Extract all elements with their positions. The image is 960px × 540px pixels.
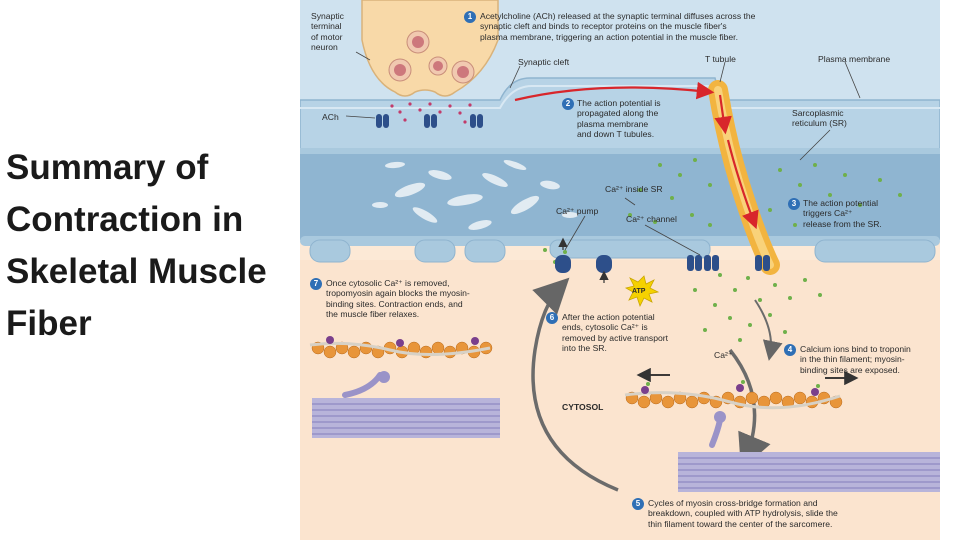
- step-1-badge: 1: [464, 11, 476, 23]
- thick-filament-active: [678, 452, 940, 492]
- label-sarcoplasmic-reticulum: Sarcoplasmic reticulum (SR): [792, 108, 847, 129]
- label-synaptic-cleft: Synaptic cleft: [518, 57, 570, 67]
- step-1-text: Acetylcholine (ACh) released at the synaptic terminal diffuses across the synaptic cleft and binds to receptor proteins on the muscle fiber's plasma membrane, triggering an action potential in the muscle fiber.: [480, 11, 756, 42]
- label-plasma-membrane: Plasma membrane: [818, 54, 891, 64]
- step-2-badge: 2: [562, 98, 574, 110]
- diagram-artwork: [300, 0, 940, 540]
- muscle-contraction-diagram: [300, 0, 940, 540]
- step-4-badge: 4: [784, 344, 796, 356]
- step-6-badge: 6: [546, 312, 558, 324]
- step-5-badge: 5: [632, 498, 644, 510]
- step-7-badge: 7: [310, 278, 322, 290]
- step-3-badge: 3: [788, 198, 800, 210]
- slide-title: Summary of Contraction in Skeletal Muscle Fiber: [6, 148, 267, 343]
- label-ca-inside-sr: Ca²⁺ inside SR: [605, 184, 663, 194]
- label-ca-cytosol: Ca²⁺: [714, 350, 733, 360]
- step-2-text: The action potential is propagated along the plasma membrane and down T tubules.: [577, 98, 661, 140]
- label-cytosol: CYTOSOL: [562, 402, 604, 412]
- label-ca-channel: Ca²⁺ channel: [626, 214, 677, 224]
- label-t-tubule: T tubule: [705, 54, 736, 64]
- step-5-text: Cycles of myosin cross-bridge formation and breakdown, coupled with ATP hydrolysis, slide the thin filament toward the center of the sarcomere.: [648, 498, 838, 529]
- label-ach: ACh: [322, 112, 339, 122]
- label-ca-pump: Ca²⁺ pump: [556, 206, 599, 216]
- step-7-text: Once cytosolic Ca²⁺ is removed, tropomyosin again blocks the myosin- binding sites. Contraction ends, and the muscle fiber relaxes.: [326, 278, 470, 320]
- step-3-text: The action potential triggers Ca²⁺ release from the SR.: [803, 198, 882, 229]
- label-synaptic-terminal: Synaptic terminal of motor neuron: [311, 11, 344, 53]
- step-4-text: Calcium ions bind to troponin in the thin filament; myosin- binding sites are exposed.: [800, 344, 911, 375]
- step-6-text: After the action potential ends, cytosolic Ca²⁺ is removed by active transport into the SR.: [562, 312, 669, 354]
- thick-filament-relaxed: [312, 398, 500, 438]
- label-atp: ATP: [632, 288, 646, 295]
